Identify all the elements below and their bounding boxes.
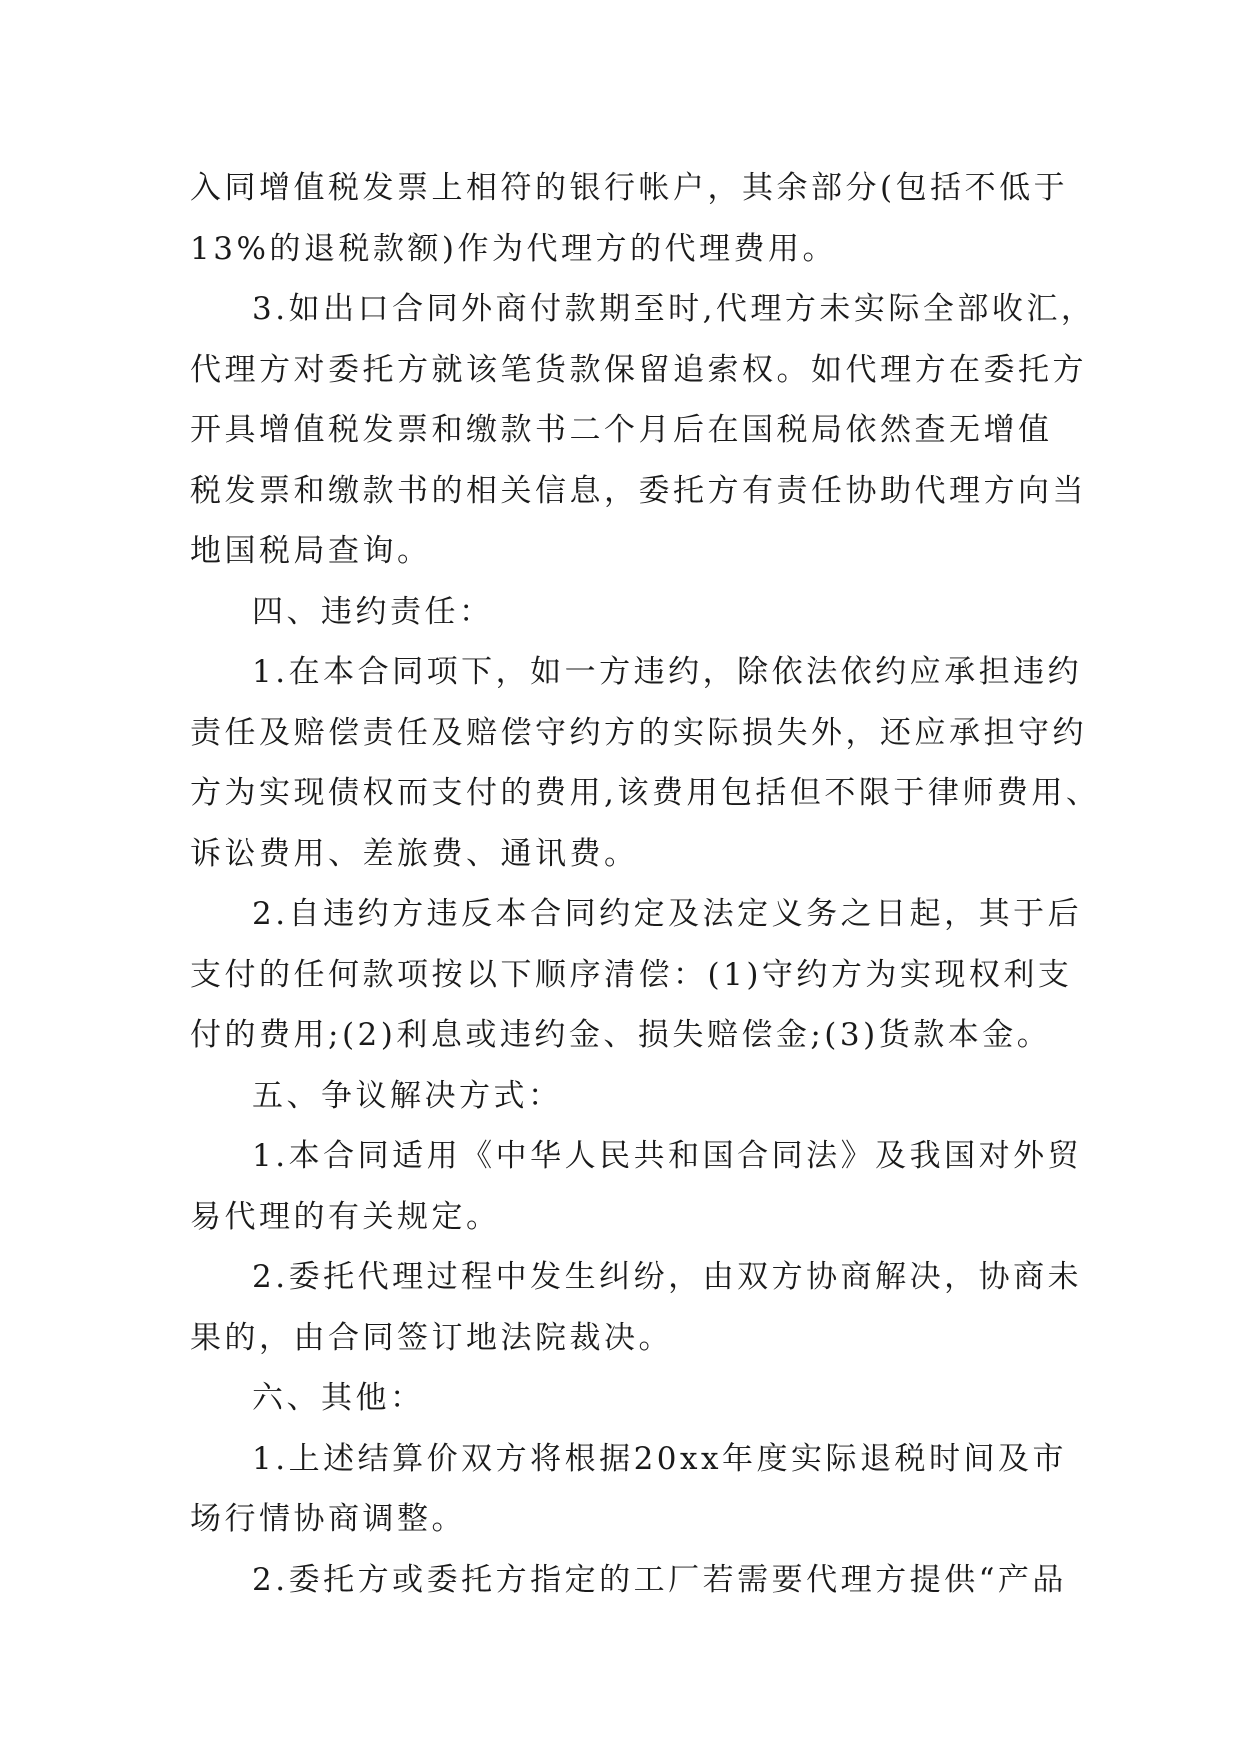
text-line: 1.本合同适用《中华人民共和国合同法》及我国对外贸 <box>252 1138 1083 1174</box>
text-line: 代理方对委托方就该笔货款保留追索权。如代理方在委托方 <box>190 351 1087 388</box>
document-body <box>190 158 1101 1610</box>
section-heading: 六、其他： <box>252 1380 425 1416</box>
text-line: 2.自违约方违反本合同约定及法定义务之日起，其于后 <box>252 896 1083 932</box>
text-line: 易代理的有关规定。 <box>190 1198 501 1235</box>
text-line: 入同增值税发票上相符的银行帐户，其余部分(包括不低于 <box>190 170 1069 206</box>
text-line: 果的，由合同签订地法院裁决。 <box>190 1319 673 1356</box>
text-line: 1.上述结算价双方将根据20xx年度实际退税时间及市 <box>252 1440 1067 1477</box>
text-line: 场行情协商调整。 <box>190 1501 466 1537</box>
text-line: 3.如出口合同外商付款期至时,代理方未实际全部收汇， <box>252 291 1096 327</box>
section-heading: 五、争议解决方式： <box>252 1077 563 1114</box>
text-line: 2.委托代理过程中发生纠纷，由双方协商解决，协商未 <box>252 1259 1083 1295</box>
text-line: 付的费用;(2)利息或违约金、损失赔偿金;(3)货款本金。 <box>190 1017 1052 1053</box>
text-line: 方为实现债权而支付的费用,该费用包括但不限于律师费用、 <box>190 775 1101 811</box>
text-line: 责任及赔偿责任及赔偿守约方的实际损失外，还应承担守约 <box>190 714 1087 751</box>
text-line: 13%的退税款额)作为代理方的代理费用。 <box>190 230 837 267</box>
text-line: 1.在本合同项下，如一方违约，除依法依约应承担违约 <box>252 654 1083 690</box>
text-line: 税发票和缴款书的相关信息，委托方有责任协助代理方向当 <box>190 472 1087 509</box>
text-line: 支付的任何款项按以下顺序清偿：(1)守约方为实现权利支 <box>190 956 1073 993</box>
text-line: 2.委托方或委托方指定的工厂若需要代理方提供“产品 <box>252 1561 1067 1598</box>
text-line: 开具增值税发票和缴款书二个月后在国税局依然查无增值 <box>190 412 1053 448</box>
text-line: 诉讼费用、差旅费、通讯费。 <box>190 835 639 872</box>
section-heading: 四、违约责任： <box>252 593 494 630</box>
text-line: 地国税局查询。 <box>190 533 432 569</box>
